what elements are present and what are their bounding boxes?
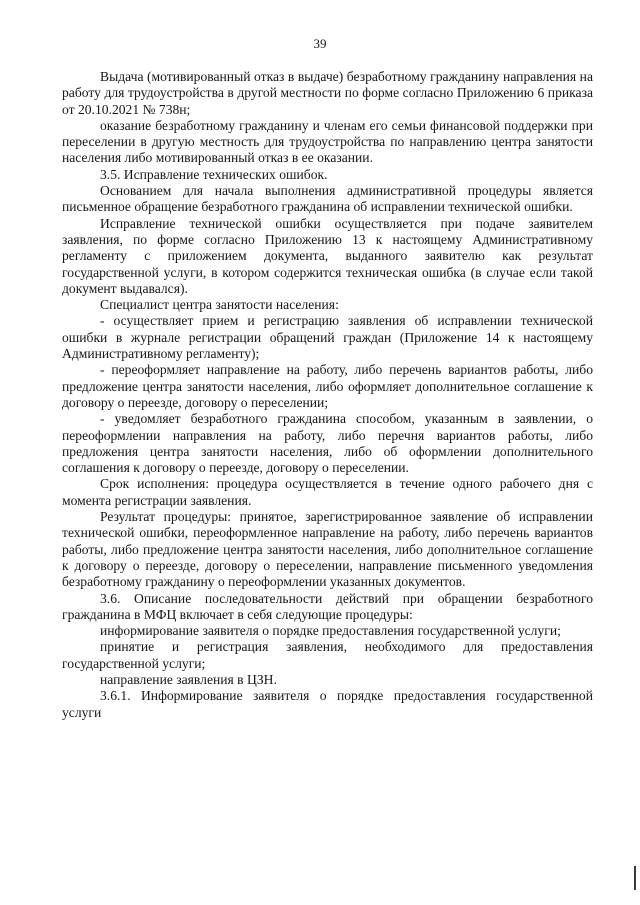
section-heading-3-6: 3.6. Описание последовательности действий при обращении безработного гражданина в МФЦ включает в себя следующие процедуры: — [62, 590, 593, 622]
section-heading-3-5: 3.5. Исправление технических ошибок. — [100, 166, 328, 182]
list-item-sending-to-czn: направление заявления в ЦЗН. — [100, 671, 277, 687]
list-item-notifies-citizen: - уведомляет безработного гражданина способом, указанным в заявлении, о переоформлении направления на работу, либо перечня вариантов работы, либо предложения центра занятости населения, либо об оформлении дополнительного соглашения к договору о переезде, договору о переселении. — [62, 411, 593, 476]
page-body — [62, 69, 593, 721]
paragraph-error-correction: Исправление технической ошибки осуществляется при подаче заявителем заявления, по форме согласно Приложению 13 к настоящему Административному регламенту с приложением документа, выданного заявителю как результат государственной услуги, в котором содержится техническая ошибка (в случае если такой документ выдавался). — [62, 215, 593, 296]
paragraph-financial-support: оказание безработному гражданину и членам его семьи финансовой поддержки при переселении в другую местность для трудоустройства по направлению центра занятости населения либо мотивированный отказ в ее оказании. — [62, 117, 593, 166]
section-heading-3-6-1: 3.6.1. Информирование заявителя о порядке предоставления государственной услуги — [62, 688, 593, 720]
paragraph-basis-for-procedure: Основанием для начала выполнения административной процедуры является письменное обращение безработного гражданина об исправлении технической ошибки. — [62, 183, 593, 215]
list-item-reissues-direction: - переоформляет направление на работу, либо перечень вариантов работы, либо предложение центра занятости населения, либо оформляет дополнительное соглашение к договору о переезде, договору о переселении; — [62, 362, 593, 410]
paragraph-specialist-intro: Специалист центра занятости населения: — [100, 297, 339, 313]
paragraph-execution-term: Срок исполнения: процедура осуществляется в течение одного рабочего дня с момента регистрации заявления. — [62, 476, 593, 508]
paragraph-issuance-direction: Выдача (мотивированный отказ в выдаче) безработному гражданину направления на работу для трудоустройства в другой местности по форме согласно Приложению 6 приказа от 20.10.2021 № 738н; — [62, 69, 593, 117]
page-number: 39 — [313, 36, 327, 51]
list-item-registration: принятие и регистрация заявления, необходимого для предоставления государственной услуги; — [62, 639, 593, 671]
scan-edge-mark — [634, 866, 636, 890]
list-item-informing: информирование заявителя о порядке предоставления государственной услуги; — [100, 623, 561, 639]
paragraph-procedure-result: Результат процедуры: принятое, зарегистрированное заявление об исправлении технической ошибки, переоформленное направление на работу, либо перечень вариантов работы, либо предложение центра занятости населения, либо дополнительное соглашение к договору о переезде, договору о переселении, направление письменного уведомления безработному гражданину о переоформлении указанных документов. — [62, 509, 593, 590]
list-item-accepts-application: - осуществляет прием и регистрацию заявления об исправлении технической ошибки в журнале регистрации обращений граждан (Приложение 14 к настоящему Административному регламенту); — [62, 313, 593, 362]
